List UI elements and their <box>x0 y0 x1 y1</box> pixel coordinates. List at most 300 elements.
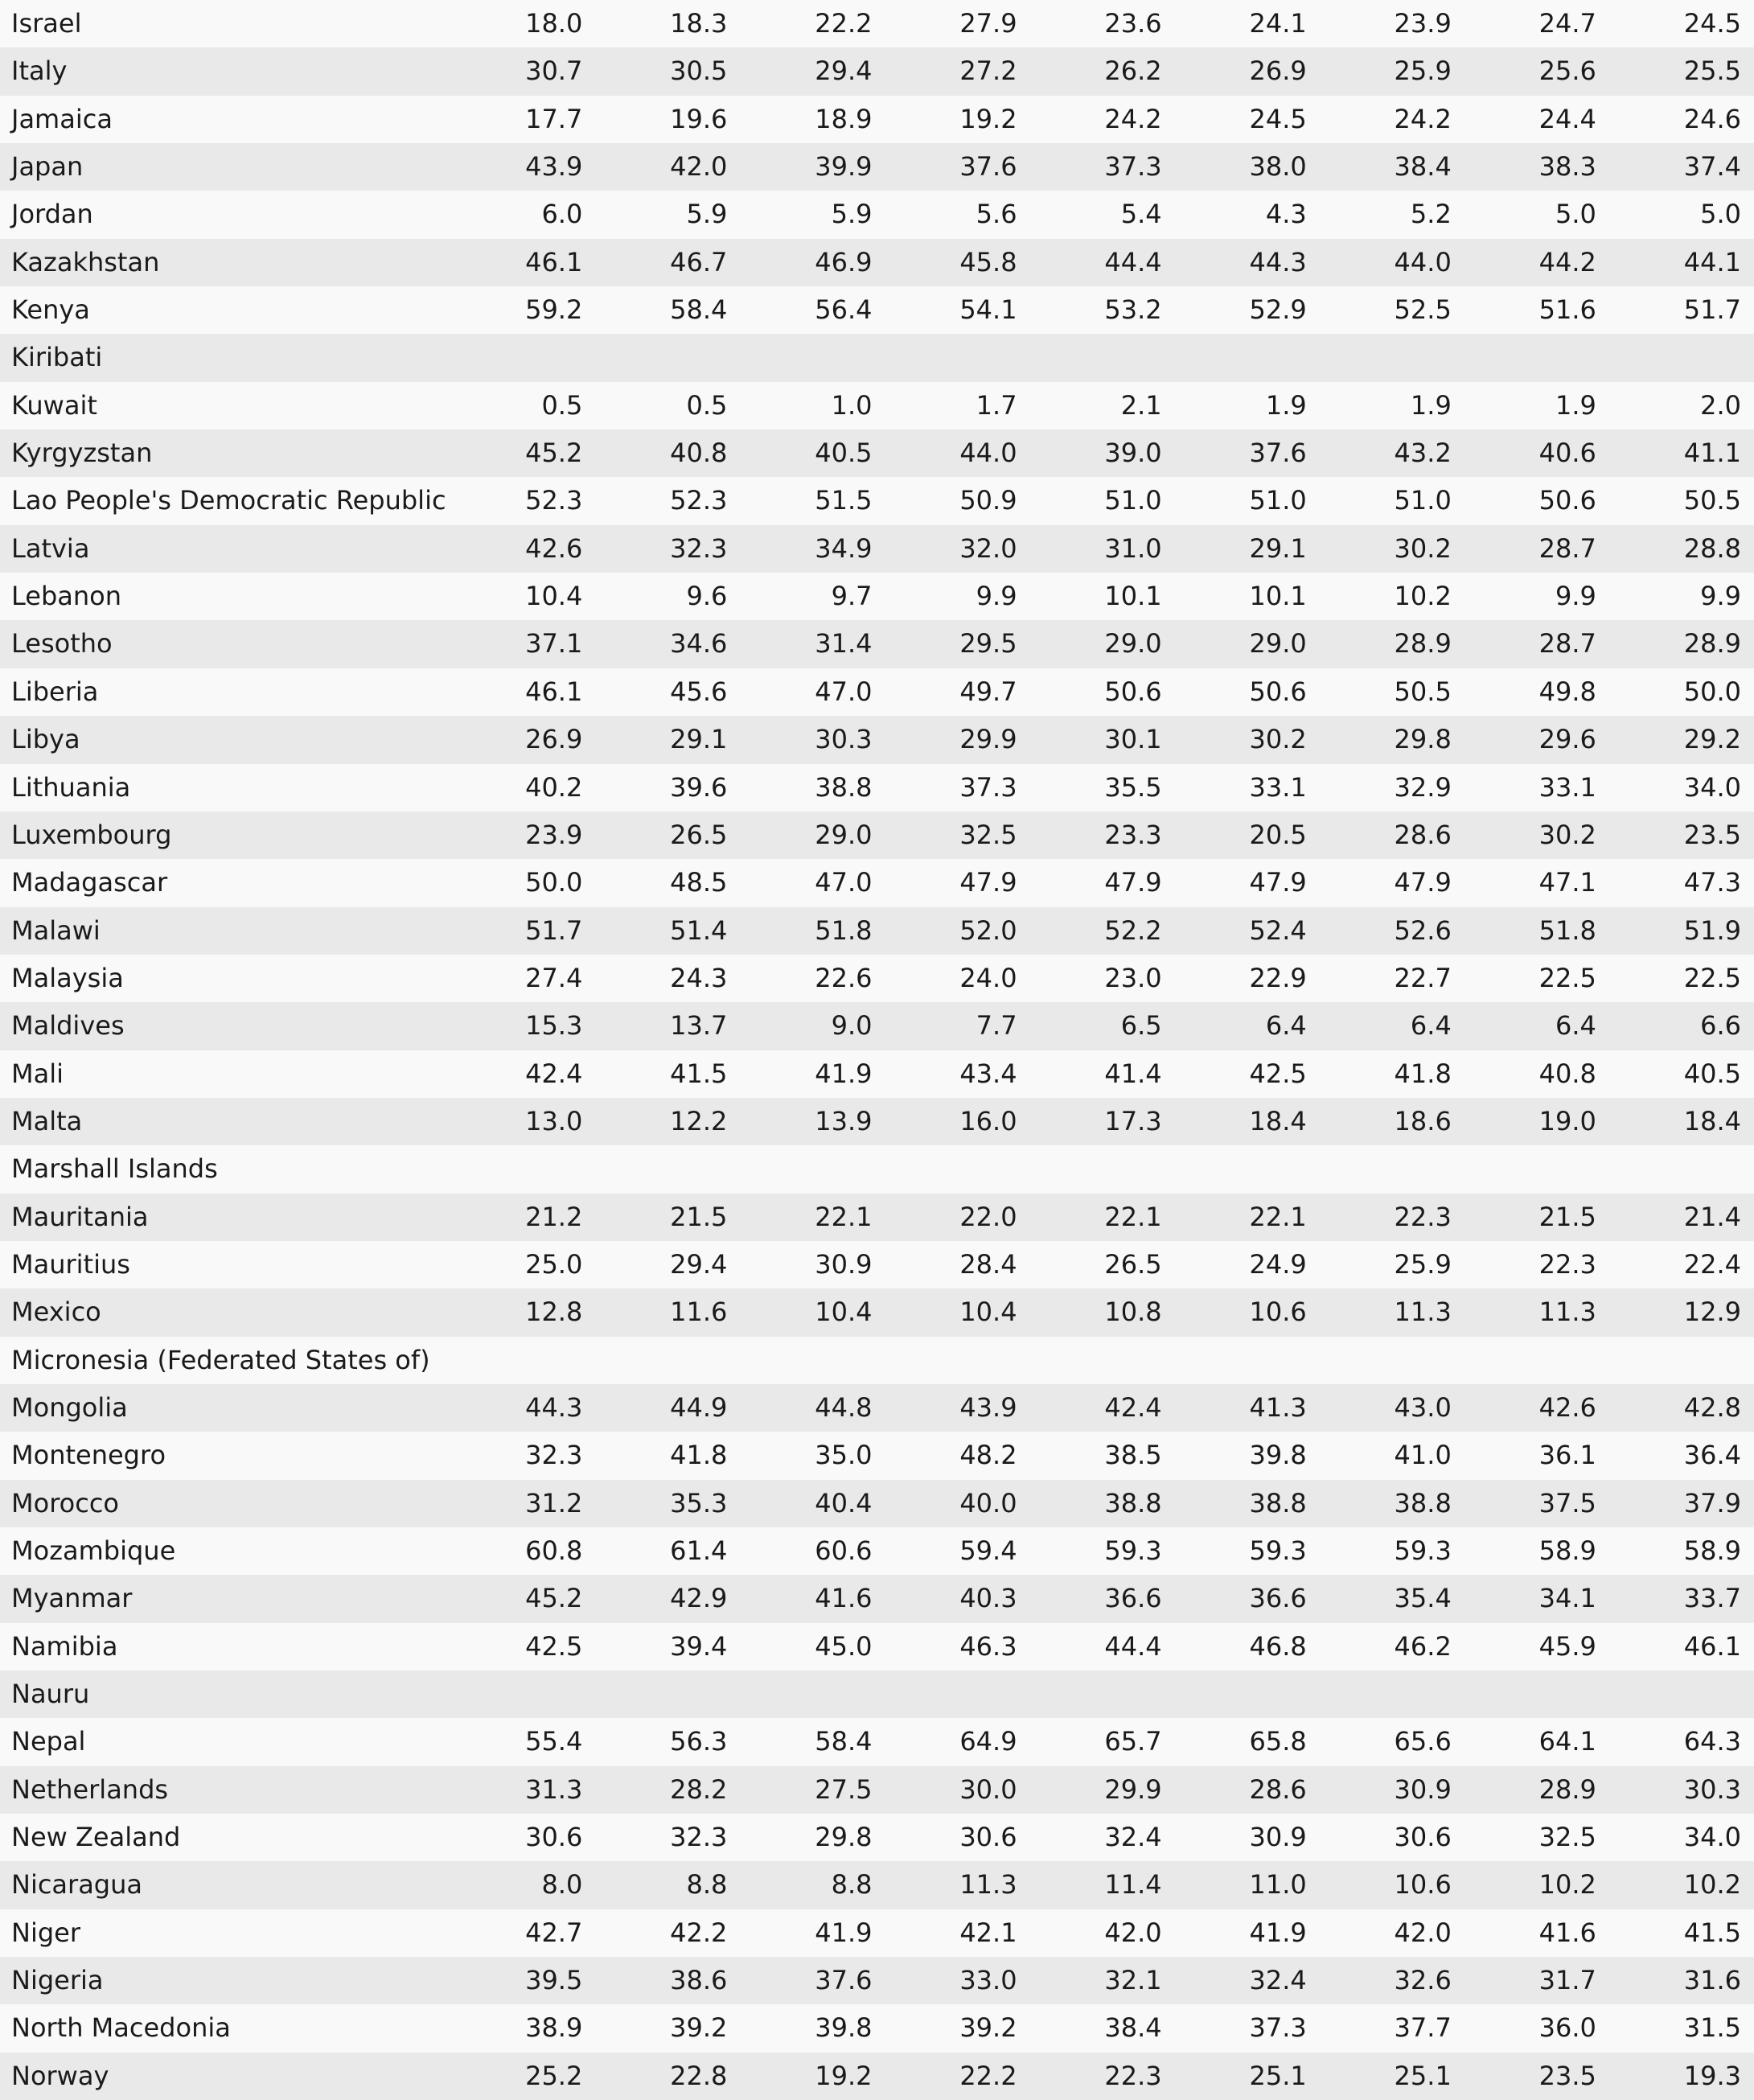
value-cell: 26.2 <box>1104 55 1162 87</box>
value-cell: 56.3 <box>670 1726 728 1757</box>
value-cell <box>450 1337 595 1384</box>
value-cell: 51.8 <box>815 914 873 946</box>
value-cell: 47.9 <box>1394 867 1452 898</box>
value-cell: 51.7 <box>525 914 583 946</box>
value-cell: 29.0 <box>815 819 873 850</box>
value-cell: 23.0 <box>1104 962 1162 993</box>
value-cell: 22.1 <box>1104 1201 1162 1232</box>
value-cell: 18.6 <box>1394 1105 1452 1136</box>
value-cell <box>595 334 740 381</box>
value-cell: 25.2 <box>525 2060 583 2091</box>
value-cell: 22.3 <box>1538 1248 1596 1280</box>
value-cell: 1.9 <box>1410 389 1452 421</box>
value-cell: 46.2 <box>1394 1630 1452 1662</box>
value-cell: 12.8 <box>525 1297 583 1328</box>
value-cell: 46.1 <box>1683 1630 1741 1662</box>
table-row <box>0 859 1754 906</box>
value-cell: 13.9 <box>815 1105 873 1136</box>
country-name-cell: Myanmar <box>11 1583 133 1614</box>
value-cell: 10.1 <box>1249 581 1307 612</box>
value-cell: 17.3 <box>1104 1105 1162 1136</box>
value-cell <box>1609 1671 1754 1718</box>
table-row <box>0 96 1754 143</box>
value-cell: 32.6 <box>1394 1965 1452 1996</box>
value-cell: 24.3 <box>670 962 728 993</box>
value-cell: 30.3 <box>1683 1773 1741 1805</box>
country-name-cell: Italy <box>11 55 68 87</box>
country-name-cell: Nigeria <box>11 1965 104 1996</box>
value-cell: 47.3 <box>1683 867 1741 898</box>
value-cell: 38.3 <box>1538 151 1596 183</box>
value-cell <box>1030 1337 1175 1384</box>
value-cell: 7.7 <box>976 1010 1017 1042</box>
value-cell: 32.5 <box>959 819 1017 850</box>
value-cell: 47.9 <box>1104 867 1162 898</box>
value-cell: 19.6 <box>670 103 728 134</box>
value-cell: 34.6 <box>670 628 728 660</box>
value-cell: 25.1 <box>1394 2060 1452 2091</box>
value-cell: 52.6 <box>1394 914 1452 946</box>
value-cell: 41.6 <box>1538 1917 1596 1948</box>
value-cell: 9.9 <box>1555 581 1596 612</box>
value-cell: 6.5 <box>1120 1010 1162 1042</box>
value-cell: 2.0 <box>1700 389 1741 421</box>
value-cell: 5.2 <box>1410 199 1452 230</box>
value-cell: 51.5 <box>815 485 873 516</box>
value-cell: 37.9 <box>1683 1487 1741 1518</box>
country-name-cell: Liberia <box>11 676 99 707</box>
value-cell: 44.0 <box>1394 246 1452 277</box>
value-cell: 51.6 <box>1538 294 1596 326</box>
value-cell: 11.0 <box>1249 1869 1307 1901</box>
value-cell: 8.0 <box>541 1869 583 1901</box>
table-row <box>0 1861 1754 1909</box>
value-cell: 33.0 <box>959 1965 1017 1996</box>
table-row <box>0 477 1754 524</box>
value-cell: 48.5 <box>670 867 728 898</box>
value-cell: 24.5 <box>1683 8 1741 39</box>
value-cell: 52.0 <box>959 914 1017 946</box>
table-row <box>0 286 1754 334</box>
country-name-cell: Lebanon <box>11 581 122 612</box>
value-cell <box>1609 334 1754 381</box>
value-cell: 59.3 <box>1249 1535 1307 1566</box>
value-cell: 58.9 <box>1683 1535 1741 1566</box>
value-cell: 46.9 <box>815 246 873 277</box>
value-cell: 51.0 <box>1104 485 1162 516</box>
value-cell: 41.6 <box>815 1583 873 1614</box>
value-cell: 59.3 <box>1394 1535 1452 1566</box>
country-name-cell: Japan <box>11 151 84 183</box>
table-row <box>0 573 1754 620</box>
value-cell: 42.6 <box>525 532 583 564</box>
value-cell <box>595 1337 740 1384</box>
value-cell <box>740 1337 885 1384</box>
value-cell: 23.9 <box>525 819 583 850</box>
table-row <box>0 764 1754 812</box>
value-cell: 11.4 <box>1104 1869 1162 1901</box>
value-cell: 33.1 <box>1538 771 1596 803</box>
value-cell <box>595 1145 740 1193</box>
value-cell: 18.4 <box>1249 1105 1307 1136</box>
value-cell: 32.3 <box>670 532 728 564</box>
value-cell: 42.8 <box>1683 1391 1741 1423</box>
country-name-cell: Lao People's Democratic Republic <box>11 485 446 516</box>
country-name-cell: Jordan <box>11 199 93 230</box>
table-row <box>0 1337 1754 1384</box>
value-cell <box>1175 1145 1320 1193</box>
value-cell: 46.8 <box>1249 1630 1307 1662</box>
value-cell: 50.5 <box>1683 485 1741 516</box>
value-cell <box>885 1145 1029 1193</box>
value-cell: 30.6 <box>1394 1822 1452 1853</box>
value-cell: 32.4 <box>1104 1822 1162 1853</box>
value-cell: 29.9 <box>959 724 1017 755</box>
value-cell: 10.8 <box>1104 1297 1162 1328</box>
value-cell: 47.9 <box>1249 867 1307 898</box>
value-cell: 29.8 <box>815 1822 873 1853</box>
value-cell: 25.6 <box>1538 55 1596 87</box>
value-cell: 29.4 <box>670 1248 728 1280</box>
value-cell: 60.8 <box>525 1535 583 1566</box>
country-name-cell: Nicaragua <box>11 1869 142 1901</box>
value-cell: 28.8 <box>1683 532 1741 564</box>
value-cell: 9.9 <box>1700 581 1741 612</box>
table-row <box>0 2053 1754 2100</box>
value-cell: 24.2 <box>1394 103 1452 134</box>
value-cell: 28.9 <box>1394 628 1452 660</box>
value-cell <box>885 1337 1029 1384</box>
value-cell: 36.1 <box>1538 1440 1596 1471</box>
table-row <box>0 143 1754 191</box>
value-cell: 29.4 <box>815 55 873 87</box>
value-cell: 24.4 <box>1538 103 1596 134</box>
value-cell <box>1175 334 1320 381</box>
value-cell: 50.9 <box>959 485 1017 516</box>
value-cell: 29.1 <box>670 724 728 755</box>
table-row <box>0 1050 1754 1098</box>
value-cell: 0.5 <box>541 389 583 421</box>
value-cell: 41.4 <box>1104 1058 1162 1089</box>
value-cell: 39.2 <box>959 2012 1017 2044</box>
country-name-cell: Latvia <box>11 532 90 564</box>
table-row <box>0 1145 1754 1193</box>
country-name-cell: Niger <box>11 1917 80 1948</box>
value-cell: 31.7 <box>1538 1965 1596 1996</box>
value-cell: 8.8 <box>686 1869 728 1901</box>
value-cell: 31.0 <box>1104 532 1162 564</box>
value-cell: 26.5 <box>670 819 728 850</box>
table-row <box>0 1432 1754 1479</box>
table-row <box>0 1527 1754 1575</box>
value-cell: 30.0 <box>959 1773 1017 1805</box>
value-cell: 30.6 <box>525 1822 583 1853</box>
value-cell: 4.3 <box>1265 199 1307 230</box>
value-cell: 9.6 <box>686 581 728 612</box>
value-cell: 49.8 <box>1538 676 1596 707</box>
country-name-cell: Kiribati <box>11 342 103 373</box>
value-cell: 65.6 <box>1394 1726 1452 1757</box>
country-name-cell: Montenegro <box>11 1440 166 1471</box>
value-cell <box>450 1671 595 1718</box>
value-cell: 21.5 <box>670 1201 728 1232</box>
value-cell: 44.2 <box>1538 246 1596 277</box>
value-cell: 17.7 <box>525 103 583 134</box>
value-cell: 37.6 <box>959 151 1017 183</box>
table-row <box>0 1480 1754 1527</box>
value-cell: 22.4 <box>1683 1248 1741 1280</box>
value-cell: 10.6 <box>1394 1869 1452 1901</box>
value-cell: 41.8 <box>670 1440 728 1471</box>
value-cell: 40.8 <box>1538 1058 1596 1089</box>
value-cell: 42.4 <box>525 1058 583 1089</box>
value-cell: 1.7 <box>976 389 1017 421</box>
value-cell: 45.9 <box>1538 1630 1596 1662</box>
value-cell: 38.8 <box>1394 1487 1452 1518</box>
table-row <box>0 1002 1754 1050</box>
value-cell: 52.5 <box>1394 294 1452 326</box>
value-cell: 39.2 <box>670 2012 728 2044</box>
value-cell: 31.2 <box>525 1487 583 1518</box>
country-name-cell: North Macedonia <box>11 2012 231 2044</box>
country-name-cell: Mauritania <box>11 1201 149 1232</box>
value-cell: 44.8 <box>815 1391 873 1423</box>
value-cell: 42.7 <box>525 1917 583 1948</box>
table-row <box>0 1909 1754 1957</box>
value-cell: 30.1 <box>1104 724 1162 755</box>
value-cell: 6.4 <box>1410 1010 1452 1042</box>
value-cell: 50.6 <box>1538 485 1596 516</box>
value-cell: 28.6 <box>1394 819 1452 850</box>
value-cell: 38.6 <box>670 1965 728 1996</box>
value-cell: 31.6 <box>1683 1965 1741 1996</box>
value-cell: 30.7 <box>525 55 583 87</box>
value-cell: 49.7 <box>959 676 1017 707</box>
value-cell: 50.0 <box>1683 676 1741 707</box>
value-cell: 28.4 <box>959 1248 1017 1280</box>
table-row <box>0 812 1754 859</box>
value-cell: 32.0 <box>959 532 1017 564</box>
value-cell <box>1609 1337 1754 1384</box>
country-name-cell: Maldives <box>11 1010 125 1042</box>
value-cell: 40.5 <box>1683 1058 1741 1089</box>
country-name-cell: Lithuania <box>11 771 131 803</box>
value-cell <box>1320 1145 1464 1193</box>
value-cell: 44.1 <box>1683 246 1741 277</box>
value-cell <box>885 1671 1029 1718</box>
table-row <box>0 1957 1754 2004</box>
value-cell: 32.4 <box>1249 1965 1307 1996</box>
table-row <box>0 955 1754 1002</box>
value-cell: 41.8 <box>1394 1058 1452 1089</box>
country-name-cell: Mongolia <box>11 1391 128 1423</box>
value-cell <box>740 1671 885 1718</box>
value-cell <box>1175 1671 1320 1718</box>
value-cell: 26.9 <box>525 724 583 755</box>
value-cell: 23.5 <box>1683 819 1741 850</box>
value-cell <box>450 1145 595 1193</box>
value-cell: 22.2 <box>959 2060 1017 2091</box>
value-cell: 40.0 <box>959 1487 1017 1518</box>
value-cell: 32.1 <box>1104 1965 1162 1996</box>
value-cell: 51.9 <box>1683 914 1741 946</box>
country-name-cell: Namibia <box>11 1630 118 1662</box>
value-cell: 38.4 <box>1394 151 1452 183</box>
table-row <box>0 907 1754 955</box>
value-cell: 28.7 <box>1538 628 1596 660</box>
value-cell <box>740 1145 885 1193</box>
value-cell: 24.5 <box>1249 103 1307 134</box>
value-cell: 41.9 <box>1249 1917 1307 1948</box>
value-cell: 19.2 <box>815 2060 873 2091</box>
value-cell: 30.2 <box>1249 724 1307 755</box>
value-cell: 35.3 <box>670 1487 728 1518</box>
table-row <box>0 334 1754 381</box>
value-cell: 19.0 <box>1538 1105 1596 1136</box>
value-cell: 46.3 <box>959 1630 1017 1662</box>
value-cell: 42.9 <box>670 1583 728 1614</box>
value-cell: 33.7 <box>1683 1583 1741 1614</box>
value-cell: 42.2 <box>670 1917 728 1948</box>
value-cell: 41.0 <box>1394 1440 1452 1471</box>
value-cell <box>1030 1145 1175 1193</box>
country-name-cell: Marshall Islands <box>11 1153 218 1185</box>
country-name-cell: Kazakhstan <box>11 246 160 277</box>
value-cell: 30.2 <box>1394 532 1452 564</box>
value-cell: 13.0 <box>525 1105 583 1136</box>
value-cell: 45.0 <box>815 1630 873 1662</box>
value-cell: 43.2 <box>1394 438 1452 469</box>
value-cell: 37.3 <box>959 771 1017 803</box>
value-cell: 22.1 <box>1249 1201 1307 1232</box>
value-cell <box>1609 1145 1754 1193</box>
value-cell: 38.0 <box>1249 151 1307 183</box>
value-cell: 42.0 <box>1394 1917 1452 1948</box>
value-cell: 44.4 <box>1104 1630 1162 1662</box>
value-cell: 46.1 <box>525 676 583 707</box>
value-cell: 64.3 <box>1683 1726 1741 1757</box>
value-cell: 34.9 <box>815 532 873 564</box>
country-name-cell: Norway <box>11 2060 109 2091</box>
value-cell: 5.9 <box>831 199 873 230</box>
value-cell <box>885 334 1029 381</box>
value-cell: 8.8 <box>831 1869 873 1901</box>
country-name-cell: Madagascar <box>11 867 168 898</box>
value-cell: 37.3 <box>1104 151 1162 183</box>
value-cell: 46.7 <box>670 246 728 277</box>
value-cell: 43.4 <box>959 1058 1017 1089</box>
country-name-cell: Kenya <box>11 294 90 326</box>
value-cell: 29.8 <box>1394 724 1452 755</box>
value-cell: 41.5 <box>1683 1917 1741 1948</box>
value-cell: 18.9 <box>815 103 873 134</box>
value-cell: 32.3 <box>670 1822 728 1853</box>
value-cell <box>450 334 595 381</box>
table-row <box>0 1194 1754 1241</box>
value-cell: 24.7 <box>1538 8 1596 39</box>
value-cell: 39.0 <box>1104 438 1162 469</box>
value-cell: 10.6 <box>1249 1297 1307 1328</box>
value-cell: 26.9 <box>1249 55 1307 87</box>
country-name-cell: Micronesia (Federated States of) <box>11 1344 430 1375</box>
country-name-cell: Mozambique <box>11 1535 176 1566</box>
value-cell: 25.1 <box>1249 2060 1307 2091</box>
value-cell: 38.9 <box>525 2012 583 2044</box>
country-name-cell: Kyrgyzstan <box>11 438 153 469</box>
value-cell: 64.1 <box>1538 1726 1596 1757</box>
value-cell: 6.4 <box>1555 1010 1596 1042</box>
value-cell: 32.9 <box>1394 771 1452 803</box>
value-cell: 25.9 <box>1394 55 1452 87</box>
value-cell: 38.8 <box>815 771 873 803</box>
value-cell: 1.0 <box>831 389 873 421</box>
value-cell: 34.0 <box>1683 1822 1741 1853</box>
value-cell: 9.9 <box>976 581 1017 612</box>
value-cell: 43.0 <box>1394 1391 1452 1423</box>
value-cell: 37.7 <box>1394 2012 1452 2044</box>
value-cell: 37.3 <box>1249 2012 1307 2044</box>
value-cell: 39.5 <box>525 1965 583 1996</box>
table-row <box>0 47 1754 95</box>
country-name-cell: Malaysia <box>11 962 124 993</box>
country-name-cell: Jamaica <box>11 103 113 134</box>
value-cell: 22.8 <box>670 2060 728 2091</box>
table-row <box>0 525 1754 573</box>
value-cell: 43.9 <box>959 1391 1017 1423</box>
value-cell <box>1175 1337 1320 1384</box>
value-cell: 28.6 <box>1249 1773 1307 1805</box>
country-name-cell: Mexico <box>11 1297 101 1328</box>
table-row <box>0 1384 1754 1432</box>
table-row <box>0 0 1754 47</box>
value-cell: 19.2 <box>959 103 1017 134</box>
value-cell: 5.9 <box>686 199 728 230</box>
value-cell: 22.1 <box>815 1201 873 1232</box>
value-cell <box>740 334 885 381</box>
value-cell <box>1320 1337 1464 1384</box>
value-cell: 18.0 <box>525 8 583 39</box>
value-cell: 12.2 <box>670 1105 728 1136</box>
value-cell: 5.6 <box>976 199 1017 230</box>
value-cell: 39.8 <box>1249 1440 1307 1471</box>
value-cell: 24.9 <box>1249 1248 1307 1280</box>
value-cell: 30.5 <box>670 55 728 87</box>
value-cell: 10.4 <box>959 1297 1017 1328</box>
value-cell <box>1464 1145 1609 1193</box>
value-cell: 58.4 <box>815 1726 873 1757</box>
table-row <box>0 620 1754 668</box>
value-cell: 51.7 <box>1683 294 1741 326</box>
value-cell: 30.2 <box>1538 819 1596 850</box>
value-cell: 11.3 <box>1394 1297 1452 1328</box>
value-cell: 37.1 <box>525 628 583 660</box>
value-cell: 13.7 <box>670 1010 728 1042</box>
value-cell: 22.7 <box>1394 962 1452 993</box>
value-cell: 41.5 <box>670 1058 728 1089</box>
value-cell: 25.5 <box>1683 55 1741 87</box>
table-row <box>0 668 1754 716</box>
value-cell: 38.8 <box>1104 1487 1162 1518</box>
country-name-cell: Mauritius <box>11 1248 130 1280</box>
value-cell: 11.3 <box>1538 1297 1596 1328</box>
value-cell: 6.0 <box>541 199 583 230</box>
value-cell: 50.6 <box>1249 676 1307 707</box>
value-cell: 30.9 <box>1249 1822 1307 1853</box>
country-name-cell: Malta <box>11 1105 83 1136</box>
value-cell: 45.2 <box>525 1583 583 1614</box>
value-cell: 41.3 <box>1249 1391 1307 1423</box>
value-cell: 44.9 <box>670 1391 728 1423</box>
